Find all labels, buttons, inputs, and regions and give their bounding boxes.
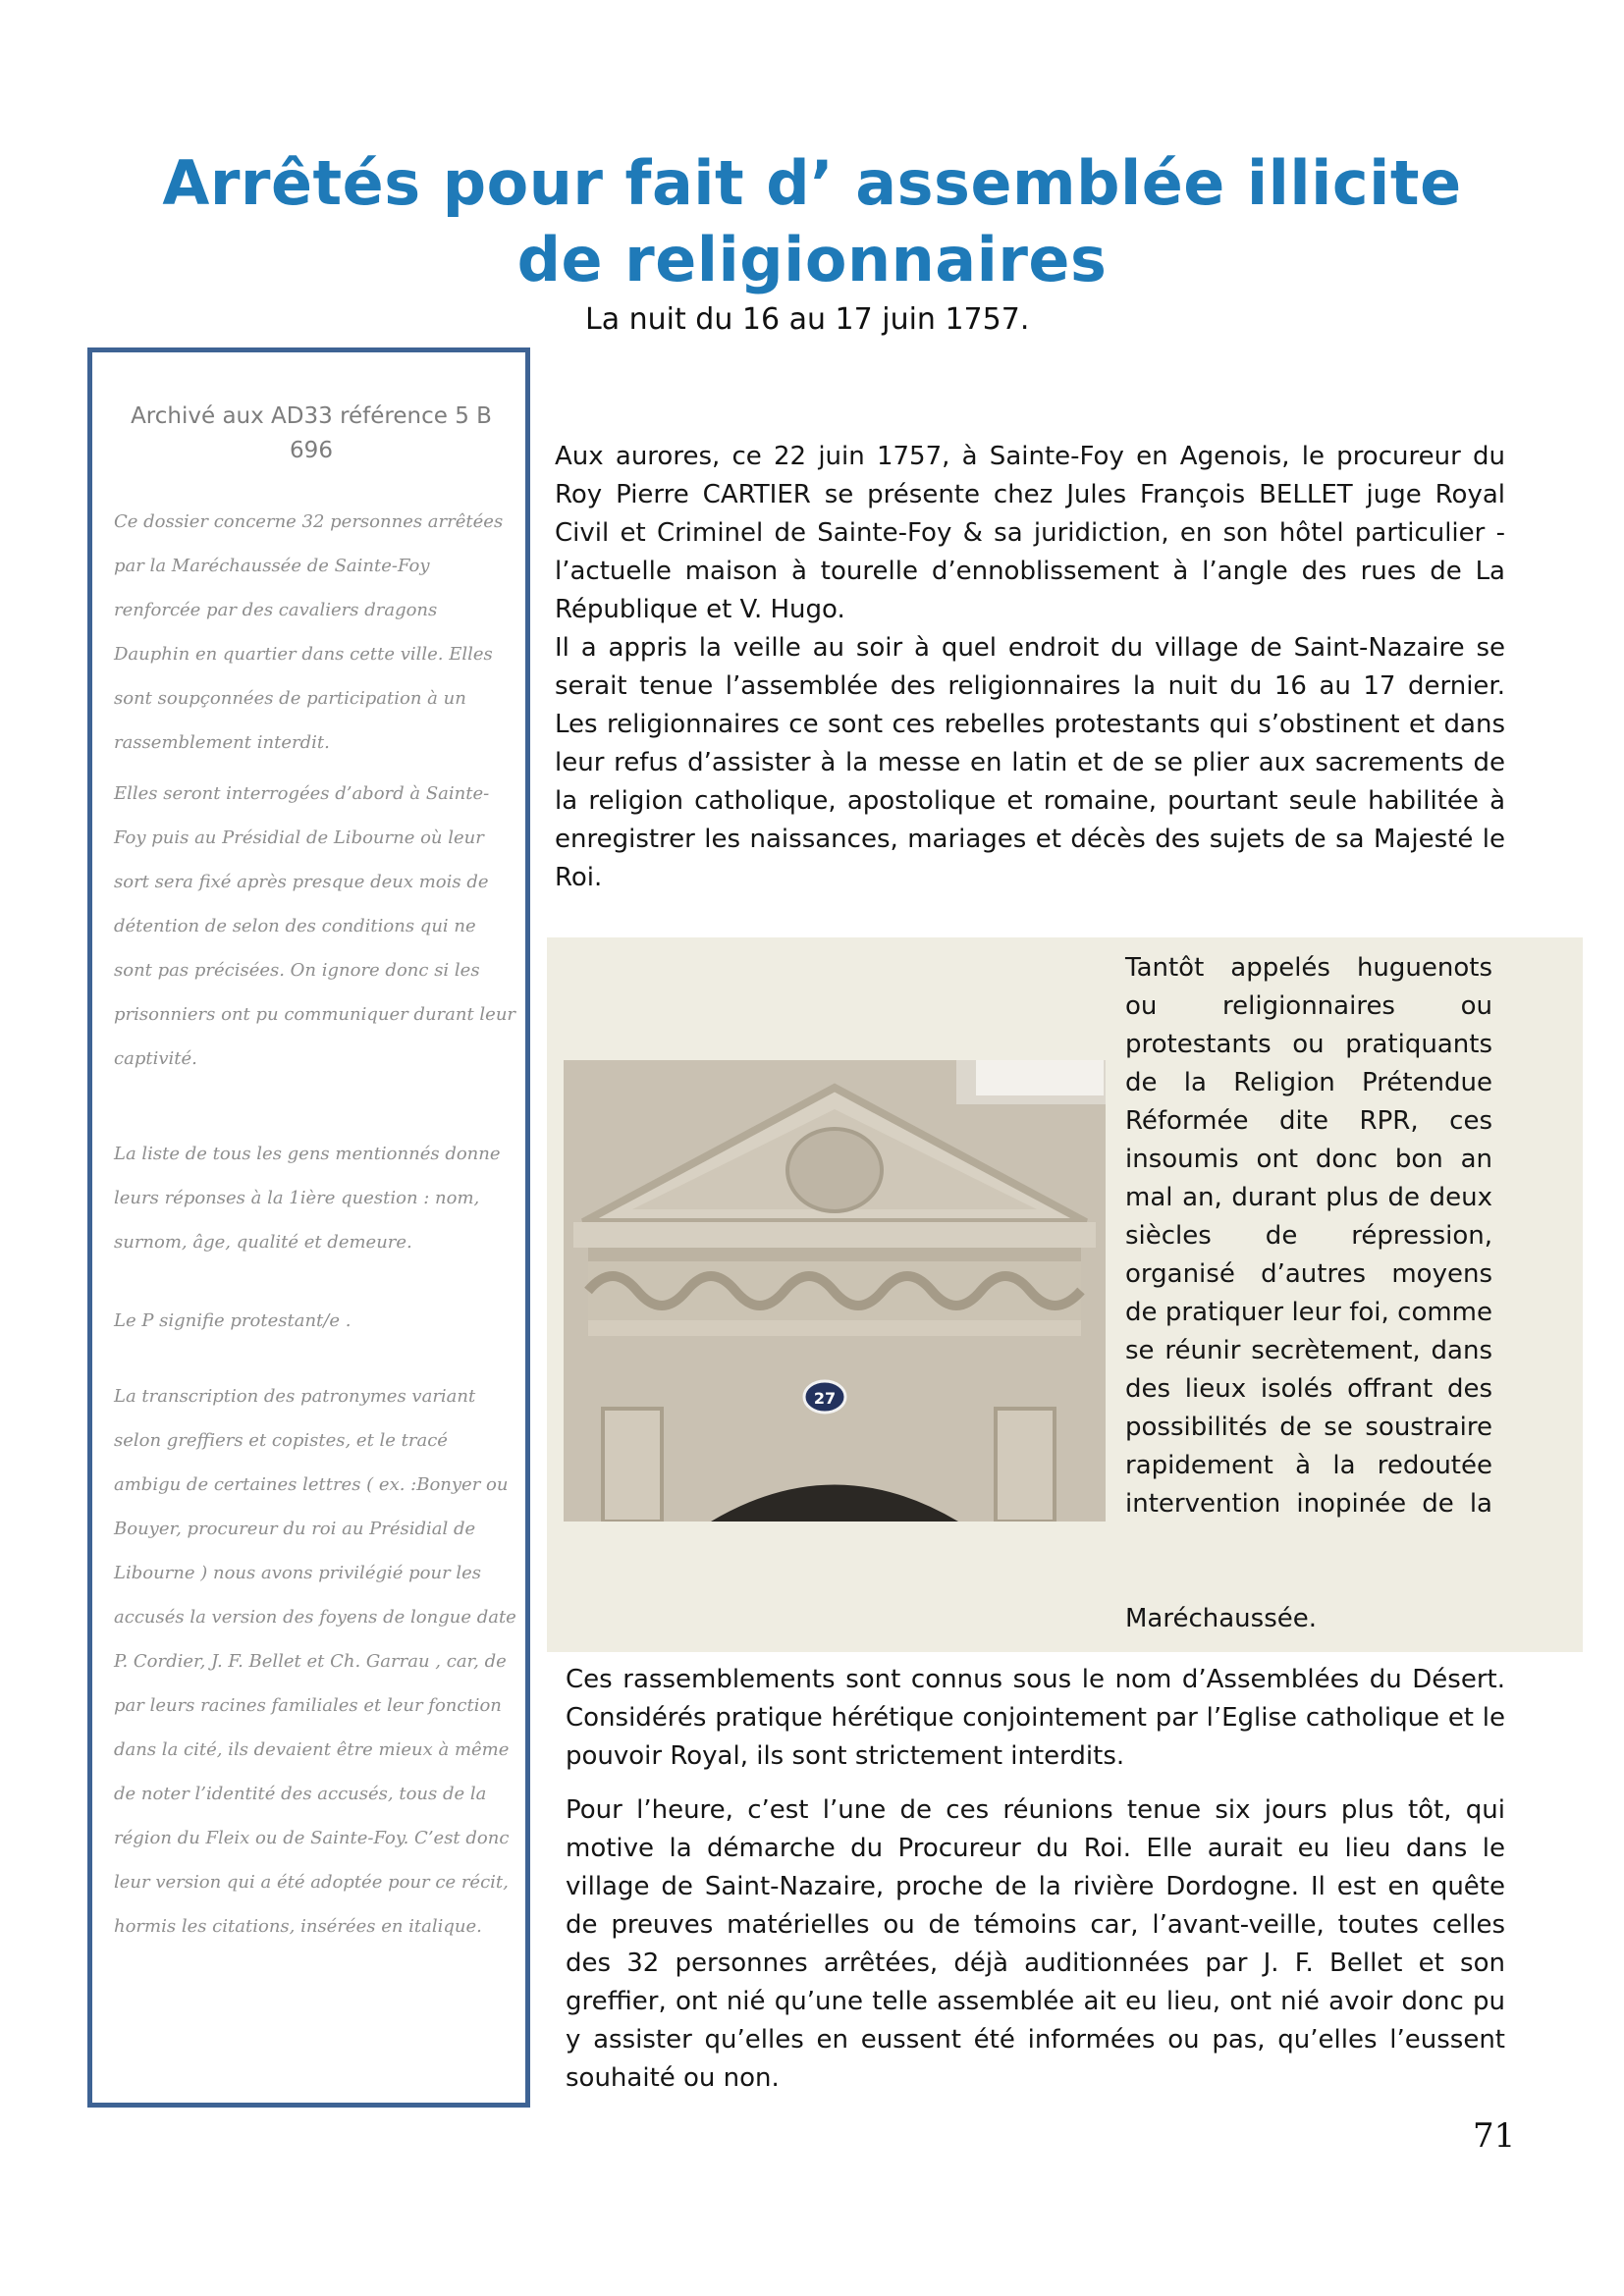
intro-paragraph: Aux aurores, ce 22 juin 1757, à Sainte-Foy en Agenois, le procureur du Roy Pierre CARTIER se présente chez Jules François BELLET juge Royal Civil et Criminel de Sainte-Foy & sa juridiction, en son hôtel particulier - l’actuelle maison à tourelle d’ennoblissement à l’angle des rues de La République et V. Hugo. (555, 442, 1505, 624)
page-number: 71 (1473, 2116, 1516, 2156)
doorway-photo (564, 1060, 1106, 1522)
page-title-line-2: de religionnaires (516, 224, 1108, 295)
closing-text (566, 1661, 1505, 2098)
band-text: Tantôt appelés huguenots ou religionnaires ou protestants ou pratiquants de la Religion Prétendue Réformée dite RPR, ces insoumis ont donc bon an mal an, durant plus de deux siècles de répression, organisé d’autres moyens de pratiquer leur foi, comme se réunir secrètement, dans des lieux isolés offrant des possibilités de se soustraire rapidement à la redoutée intervention inopinée de la (1125, 953, 1492, 1519)
sidebar-paragraph: Ce dossier concerne 32 personnes arrêtées par la Maréchaussée de Sainte-Foy renforcée par des cavaliers dragons Dauphin en quartier dans cette ville. Elles sont soupçonnées de participation à un rassemblement interdit. (114, 511, 504, 753)
sidebar-paragraph: Elles seront interrogées d’abord à Sainte-Foy puis au Présidial de Libourne où leur sort sera fixé après presque deux mois de détention de selon des conditions qui ne sont pas précisées. On ignore donc si les prisonniers ont pu communiquer durant leur captivité. (114, 783, 516, 1069)
sidebar-paragraph: La liste de tous les gens mentionnés donne leurs réponses à la 1ière question : nom, surnom, âge, qualité et demeure. (114, 1144, 501, 1253)
intro-paragraph: Il a appris la veille au soir à quel endroit du village de Saint-Nazaire se serait tenue l’assemblée des religionnaires la nuit du 16 au 17 dernier. Les religionnaires ce sont ces rebelles protestants qui s’obstinent et dans leur refus d’assister à la messe en latin et de se plier aux sacrements de la religion catholique, apostolique et romaine, pourtant seule habilitée à enregistrer les naissances, mariages et décès des sujets de sa Majesté le Roi. (555, 633, 1505, 892)
archive-reference: Archivé aux AD33 référence 5 B 696 (131, 403, 492, 463)
sidebar-paragraph: La transcription des patronymes variant selon greffiers et copistes, et le tracé ambigu de certaines lettres ( ex. :Bonyer ou Bouyer, procureur du roi au Présidial de Libourne ) nous avons privilégié pour les accusés la version des foyens de longue date P. Cordier, J. F. Bellet et Ch. Garrau , car, de par leurs racines familiales et leur fonction dans la cité, ils devaient être mieux à même de noter l’identité des accusés, tous de la région du Fleix ou de Sainte-Foy. C’est donc leur version qui a été adoptée pour ce récit, hormis les citations, insérées en italique. (114, 1386, 516, 1937)
page-title-line-1: Arrêtés pour fait d’ assemblée illicite (162, 147, 1462, 219)
sidebar-paragraph: Le P signifie protestant/e . (114, 1310, 352, 1331)
archive-sidebar (87, 347, 530, 2108)
closing-paragraph: Pour l’heure, c’est l’une de ces réunions tenue six jours plus tôt, qui motive la démarche du Procureur du Roi. Elle aurait eu lieu dans le village de Saint-Nazaire, proche de la rivière Dordogne. Il est en quête de preuves matérielles ou de témoins car, l’avant-veille, toutes celles des 32 personnes arrêtées, déjà auditionnées par J. F. Bellet et son greffier, ont nié qu’une telle assemblée ait eu lieu, ont nié avoir donc pu y assister qu’elles en eussent été informées ou pas, qu’elles l’eussent souhaité ou non. (566, 1795, 1505, 2093)
band-text-last: Maréchaussée. (1125, 1604, 1318, 1633)
intro-text (555, 438, 1505, 897)
closing-paragraph: Ces rassemblements sont connus sous le nom d’Assemblées du Désert. Considérés pratique hérétique conjointement par l’Eglise catholique et le pouvoir Royal, ils sont strictement interdits. (566, 1665, 1505, 1771)
house-number: 27 (813, 1389, 837, 1408)
page-subtitle: La nuit du 16 au 17 juin 1757. (585, 302, 1030, 337)
